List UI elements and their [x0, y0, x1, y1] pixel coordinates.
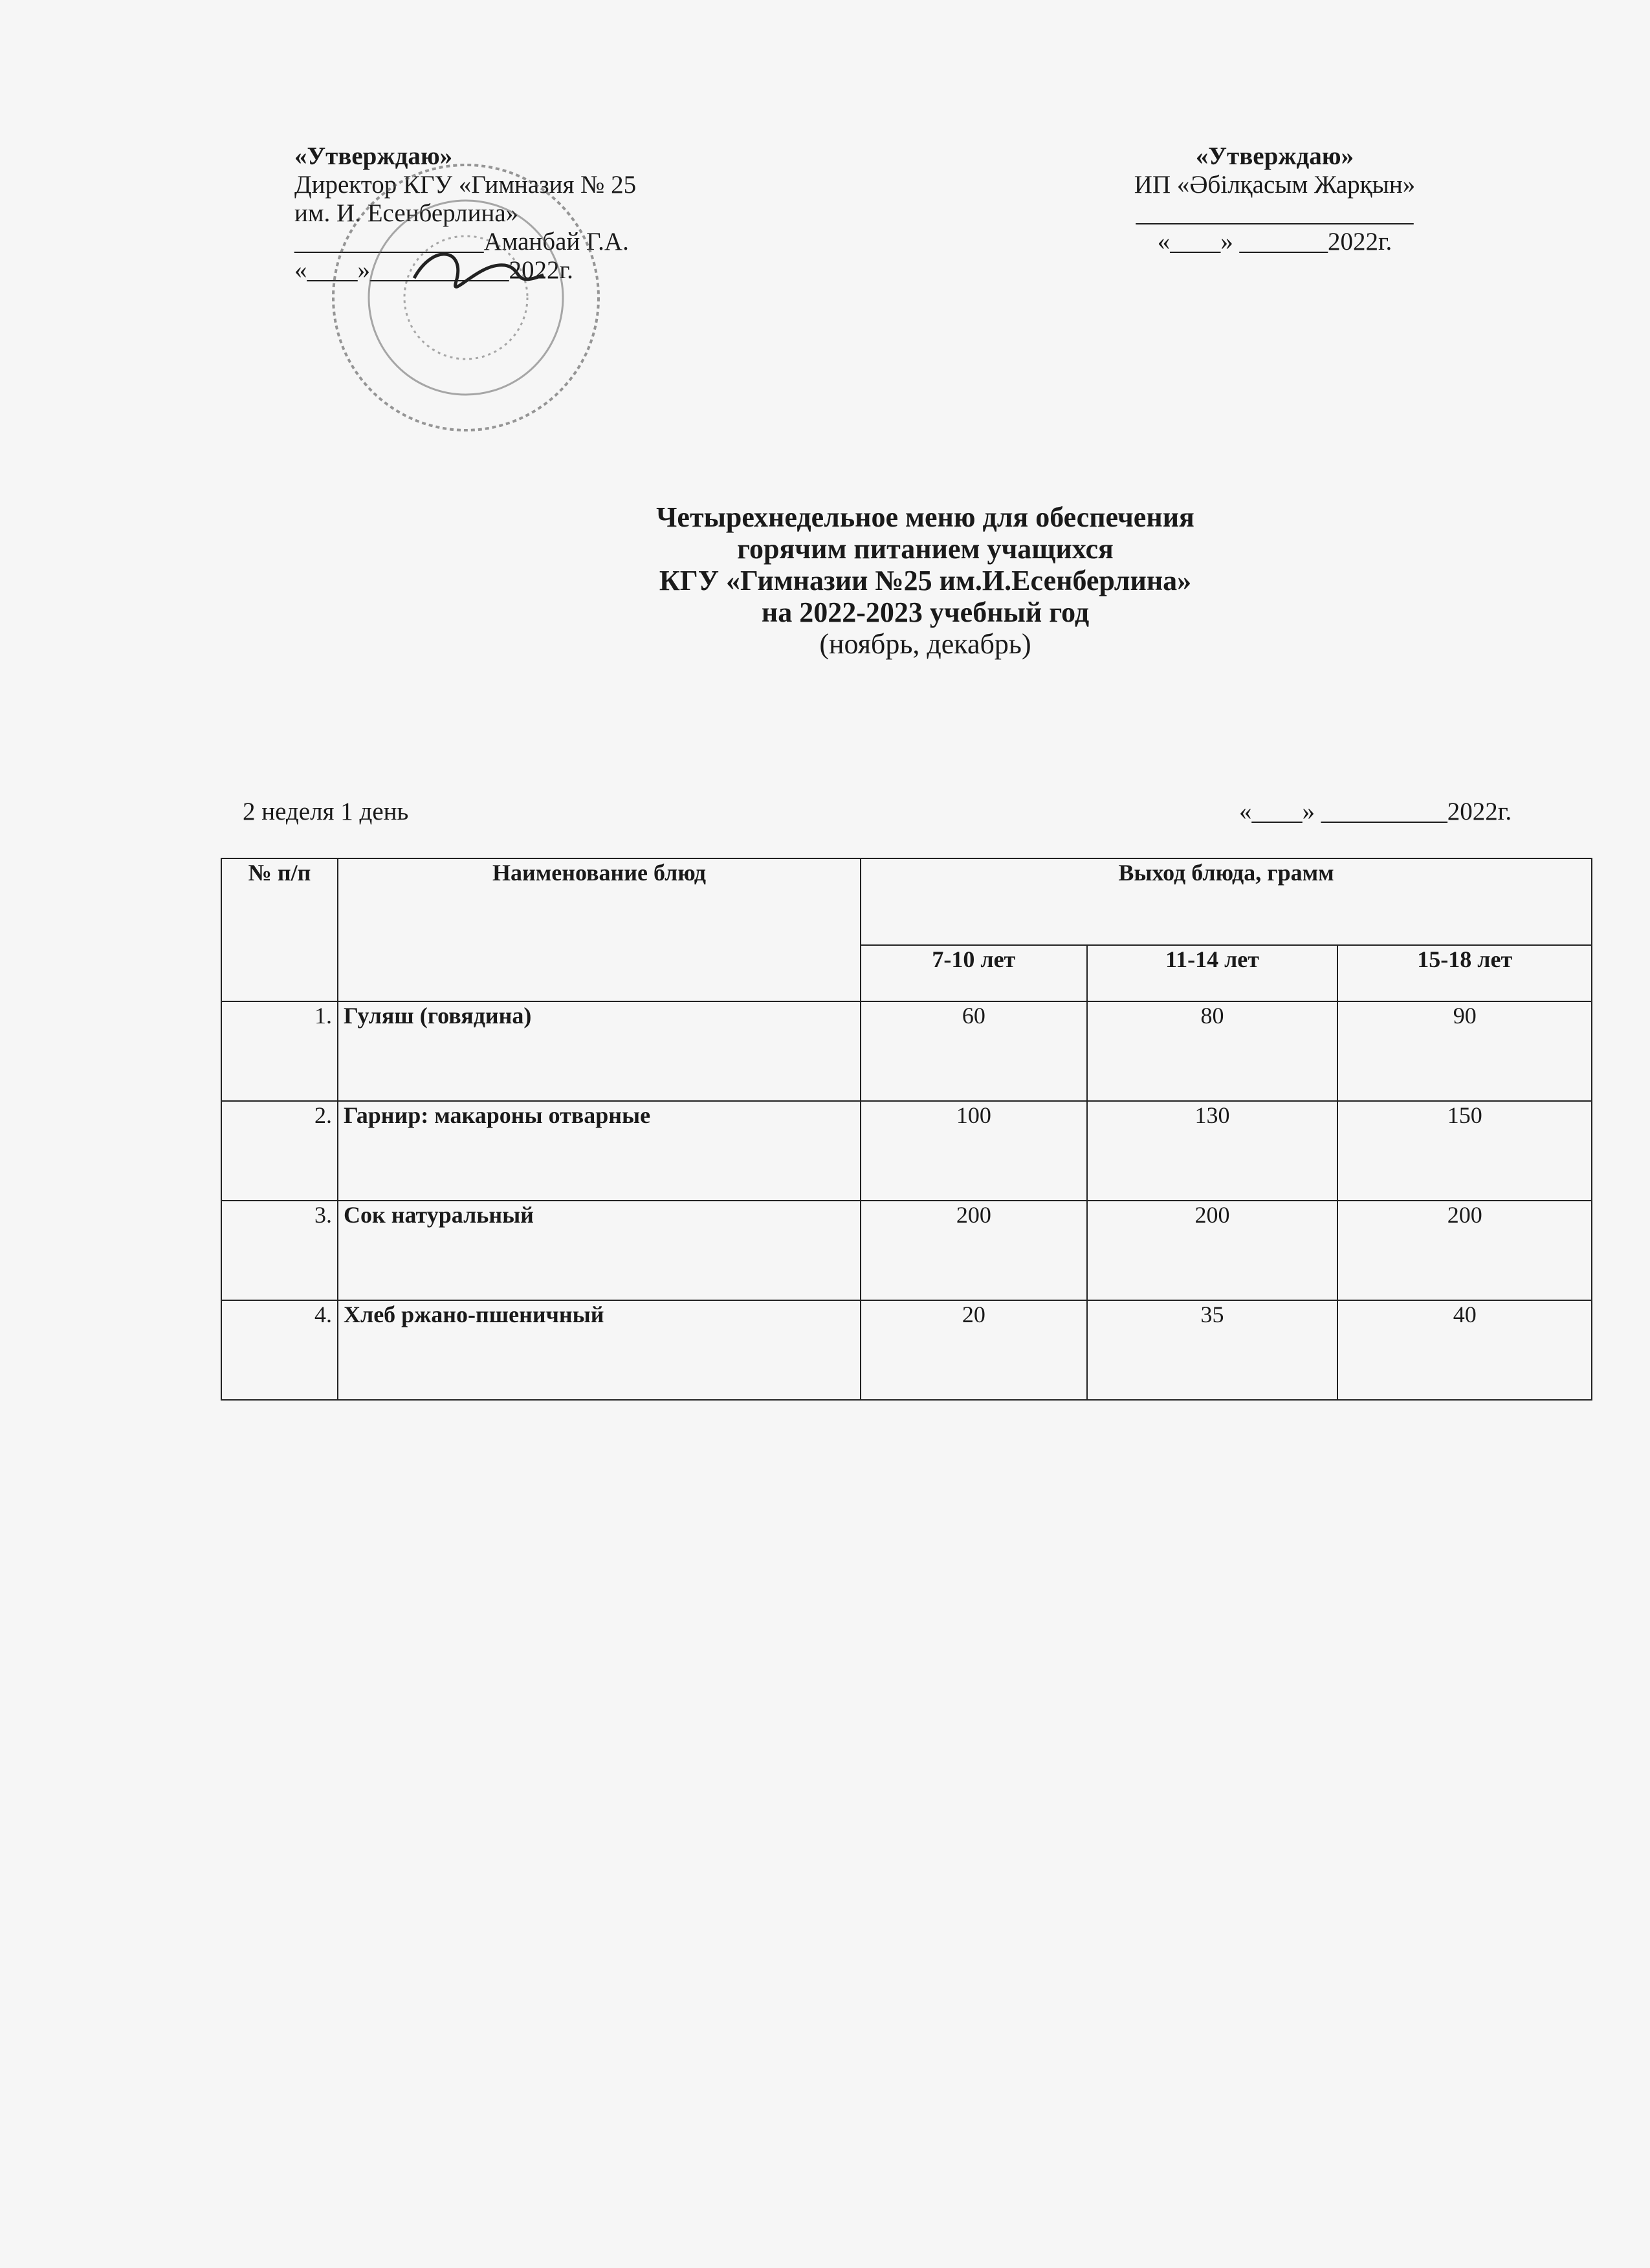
row-num: 2.: [221, 1101, 338, 1201]
official-stamp: [317, 152, 615, 443]
header-output: Выход блюда, грамм: [861, 858, 1592, 945]
table-row: [221, 1201, 1592, 1300]
row-num: 4.: [221, 1300, 338, 1400]
approval-left-line2: им. И. Есенберлина»: [294, 199, 519, 227]
header-age-15-18: 15-18 лет: [1337, 945, 1592, 1001]
approval-left-heading: «Утверждаю»: [294, 142, 453, 170]
row-value-7-10: 200: [861, 1201, 1087, 1300]
approval-block-right: [1022, 142, 1527, 256]
row-value-15-18: 150: [1337, 1101, 1592, 1201]
row-num: 3.: [221, 1201, 338, 1300]
header-name: Наименование блюд: [338, 858, 861, 1001]
row-dish: Хлеб ржано-пшеничный: [338, 1300, 861, 1400]
table-header-row: [221, 858, 1592, 945]
approval-left-date: «____»___________2022г.: [294, 256, 573, 284]
row-value-11-14: 130: [1087, 1101, 1338, 1201]
title-line-2: горячим питанием учащихся: [737, 533, 1114, 565]
row-dish: Гуляш (говядина): [338, 1001, 861, 1101]
date-field: «____» __________2022г.: [1239, 798, 1512, 825]
row-dish: Гарнир: макароны отварные: [338, 1101, 861, 1201]
row-value-11-14: 80: [1087, 1001, 1338, 1101]
row-value-15-18: 40: [1337, 1300, 1592, 1400]
row-value-15-18: 90: [1337, 1001, 1592, 1101]
row-value-15-18: 200: [1337, 1201, 1592, 1300]
row-dish: Сок натуральный: [338, 1201, 861, 1300]
table-row: [221, 1101, 1592, 1201]
approval-right-heading: «Утверждаю»: [1195, 142, 1354, 170]
table-row: [221, 1001, 1592, 1101]
approval-right-line1: ИП «Әбілқасым Жарқын»: [1134, 171, 1416, 199]
header-age-7-10: 7-10 лет: [861, 945, 1087, 1001]
row-value-7-10: 100: [861, 1101, 1087, 1201]
title-line-4: на 2022-2023 учебный год: [761, 596, 1090, 628]
approval-left-line1: Директор КГУ «Гимназия № 25: [294, 171, 637, 199]
row-value-11-14: 200: [1087, 1201, 1338, 1300]
row-value-7-10: 60: [861, 1001, 1087, 1101]
row-num: 1.: [221, 1001, 338, 1101]
title-line-3: КГУ «Гимназии №25 им.И.Есенберлина»: [659, 565, 1192, 596]
week-day-label: 2 неделя 1 день: [243, 798, 409, 825]
signature-scribble: [414, 254, 544, 287]
header-num: № п/п: [221, 858, 338, 1001]
table-row: [221, 1300, 1592, 1400]
title-line-5: (ноябрь, декабрь): [819, 628, 1031, 660]
header-age-11-14: 11-14 лет: [1087, 945, 1338, 1001]
approval-right-date: «____» _______2022г.: [1157, 228, 1392, 256]
approval-right-signature-line: ______________________: [1136, 199, 1414, 227]
title-line-1: Четырехнедельное меню для обеспечения: [656, 501, 1194, 533]
row-value-7-10: 20: [861, 1300, 1087, 1400]
signature-underline: _______________: [294, 228, 484, 256]
approval-left-signatory: Аманбай Г.А.: [483, 228, 629, 256]
row-value-11-14: 35: [1087, 1300, 1338, 1400]
document-title: [0, 501, 1650, 660]
menu-table: [221, 858, 1592, 1401]
